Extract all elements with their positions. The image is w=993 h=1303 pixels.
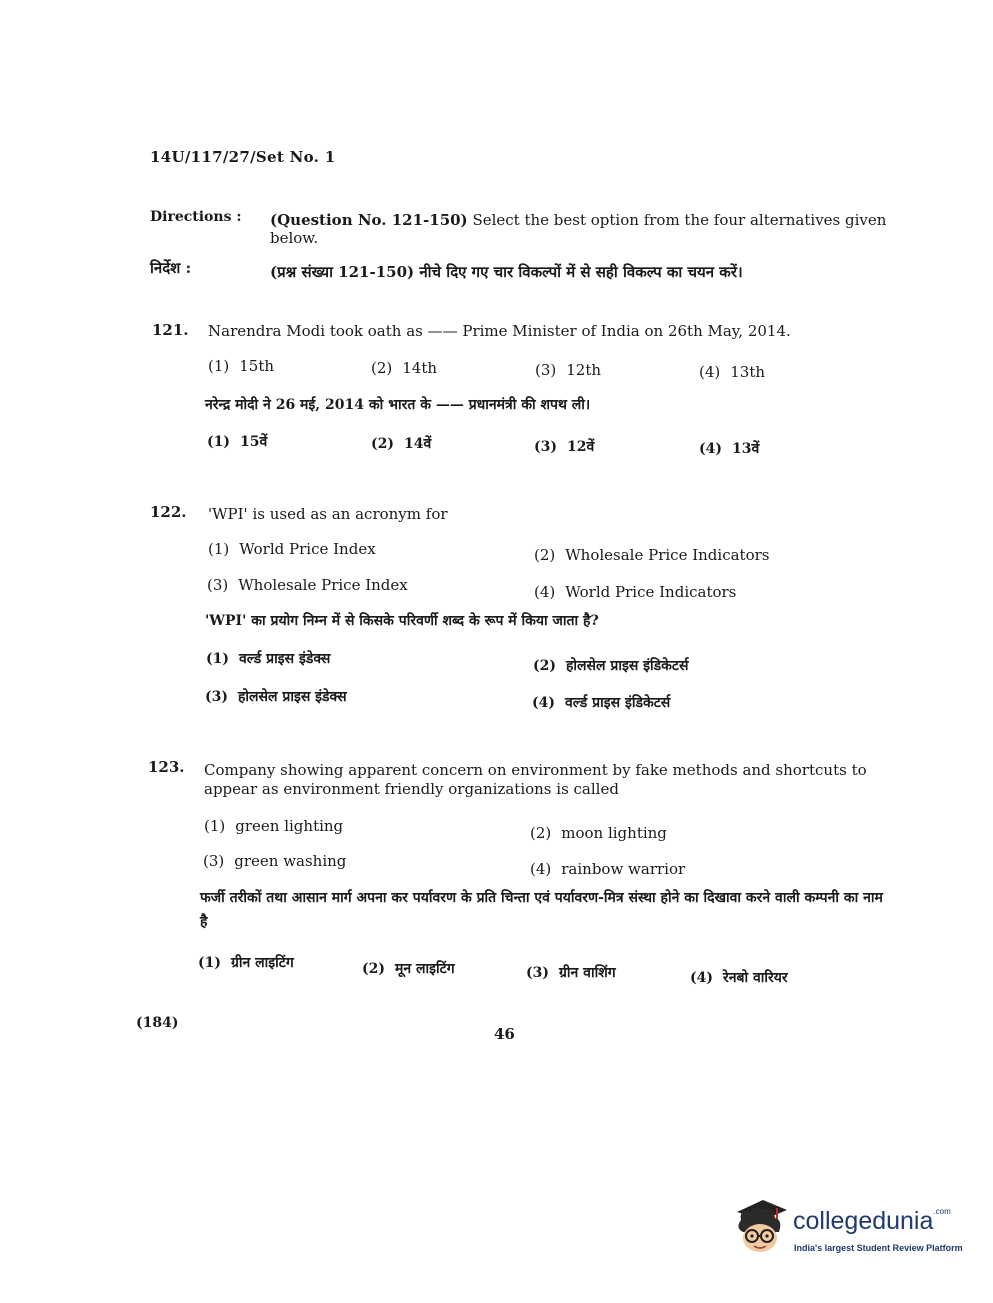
option-number: (3) <box>203 852 225 870</box>
brand-tagline: India's largest Student Review Platform <box>794 1243 963 1253</box>
option-number: (1) <box>206 651 229 667</box>
hindi-directions-text: (प्रश्न संख्या 121-150) नीचे दिए गए चार विकल्पों में से सही विकल्प का चयन करें। <box>270 263 743 281</box>
option-label: 13वें <box>732 441 760 457</box>
hindi-option-121-3 <box>534 437 594 456</box>
option-label: 14वें <box>404 436 432 452</box>
option-label: Wholesale Price Index <box>238 576 408 594</box>
option-number: (2) <box>371 359 393 377</box>
option-number: (3) <box>205 689 228 705</box>
option-number: (1) <box>207 434 230 450</box>
directions-label: Directions : <box>150 209 242 225</box>
option-number: (4) <box>699 441 722 457</box>
set-number: 14U/117/27/Set No. 1 <box>150 148 336 166</box>
option-label: World Price Index <box>239 540 376 558</box>
question-text-122: 'WPI' is used as an acronym for <box>208 505 448 523</box>
hindi-option-122-3 <box>205 687 347 706</box>
option-number: (1) <box>204 817 226 835</box>
option-number: (1) <box>198 955 221 971</box>
option-label: रेनबो वारियर <box>723 970 788 986</box>
option-122-4 <box>534 583 736 601</box>
hindi-question-121: नरेन्द्र मोदी ने 26 मई, 2014 को भारत के —— प्रधानमंत्री की शपथ ली। <box>205 397 591 413</box>
option-label: वर्ल्ड प्राइस इंडेक्स <box>239 651 331 667</box>
hindi-option-123-4 <box>690 968 788 987</box>
option-label: मून लाइटिंग <box>395 961 455 977</box>
directions-text <box>270 211 890 247</box>
hindi-option-121-1 <box>207 432 267 451</box>
option-label: वर्ल्ड प्राइस इंडिकेटर्स <box>565 695 671 711</box>
question-text-123: Company showing apparent concern on environment by fake methods and shortcuts to appear as environment friendly organizations is called <box>204 761 867 798</box>
option-number: (1) <box>208 357 230 375</box>
hindi-option-121-4 <box>699 439 759 458</box>
option-number: (2) <box>362 961 385 977</box>
option-number: (4) <box>699 363 721 381</box>
option-number: (2) <box>530 824 552 842</box>
mascot-icon <box>733 1198 791 1258</box>
option-label: World Price Indicators <box>565 583 737 601</box>
option-label: 13th <box>730 363 766 381</box>
brand-suffix: .com <box>933 1207 951 1216</box>
option-label: 15वें <box>240 434 268 450</box>
hindi-option-123-3 <box>526 963 616 982</box>
option-121-2 <box>371 359 437 377</box>
option-number: (2) <box>534 546 556 564</box>
directions-range: (Question No. 121-150) <box>270 211 468 229</box>
option-label: Wholesale Price Indicators <box>565 546 770 564</box>
option-number: (3) <box>207 576 229 594</box>
option-number: (4) <box>534 583 556 601</box>
question-number-122: 122. <box>150 503 187 521</box>
hindi-directions-label: निर्देश : <box>150 259 192 277</box>
option-number: (3) <box>526 965 549 981</box>
option-123-1 <box>204 817 343 835</box>
option-label: 12th <box>566 361 602 379</box>
option-122-3 <box>207 576 408 594</box>
page-number: 46 <box>494 1025 515 1043</box>
option-label: ग्रीन वाशिंग <box>559 965 616 981</box>
hindi-option-121-2 <box>371 434 431 453</box>
option-121-4 <box>699 363 765 381</box>
hindi-question-122: 'WPI' का प्रयोग निम्न में से किसके परिवर्णी शब्द के रूप में किया जाता है? <box>205 613 599 629</box>
option-number: (4) <box>530 860 552 878</box>
option-number: (4) <box>532 695 555 711</box>
question-number-121: 121. <box>152 321 189 339</box>
brand-name-main: collegedunia <box>793 1207 934 1235</box>
option-label: moon lighting <box>561 824 667 842</box>
paper-code: (184) <box>136 1015 179 1031</box>
hindi-option-123-2 <box>362 959 455 978</box>
option-label: 15th <box>239 357 275 375</box>
hindi-option-122-2 <box>533 656 688 675</box>
hindi-option-123-1 <box>198 953 294 972</box>
option-number: (2) <box>371 436 394 452</box>
option-number: (2) <box>533 658 556 674</box>
collegedunia-logo <box>733 1198 963 1258</box>
hindi-question-123: फर्जी तरीकों तथा आसान मार्ग अपना कर पर्यावरण के प्रति चिन्ता एवं पर्यावरण-मित्र संस्था होने का दिखावा करने वाली कम्पनी का नाम है <box>200 890 883 930</box>
option-number: (1) <box>208 540 230 558</box>
option-label: होलसेल प्राइस इंडेक्स <box>238 689 347 705</box>
brand-name <box>793 1207 951 1236</box>
option-label: 14th <box>402 359 438 377</box>
question-number-123: 123. <box>148 758 185 776</box>
hindi-option-122-1 <box>206 649 330 668</box>
option-122-1 <box>208 540 376 558</box>
hindi-option-122-4 <box>532 693 670 712</box>
option-label: rainbow warrior <box>561 860 686 878</box>
option-123-4 <box>530 860 685 878</box>
option-label: green lighting <box>235 817 344 835</box>
option-121-1 <box>208 357 274 375</box>
option-number: (4) <box>690 970 713 986</box>
option-123-2 <box>530 824 667 842</box>
option-number: (3) <box>535 361 557 379</box>
option-label: 12वें <box>567 439 595 455</box>
option-label: ग्रीन लाइटिंग <box>231 955 294 971</box>
option-121-3 <box>535 361 601 379</box>
question-text-121: Narendra Modi took oath as —— Prime Minister of India on 26th May, 2014. <box>208 322 791 340</box>
option-number: (3) <box>534 439 557 455</box>
option-label: green washing <box>234 852 347 870</box>
directions-body: Select the best option from the four alternatives given below. <box>270 211 887 247</box>
option-122-2 <box>534 546 769 564</box>
option-123-3 <box>203 852 346 870</box>
option-label: होलसेल प्राइस इंडिकेटर्स <box>566 658 689 674</box>
